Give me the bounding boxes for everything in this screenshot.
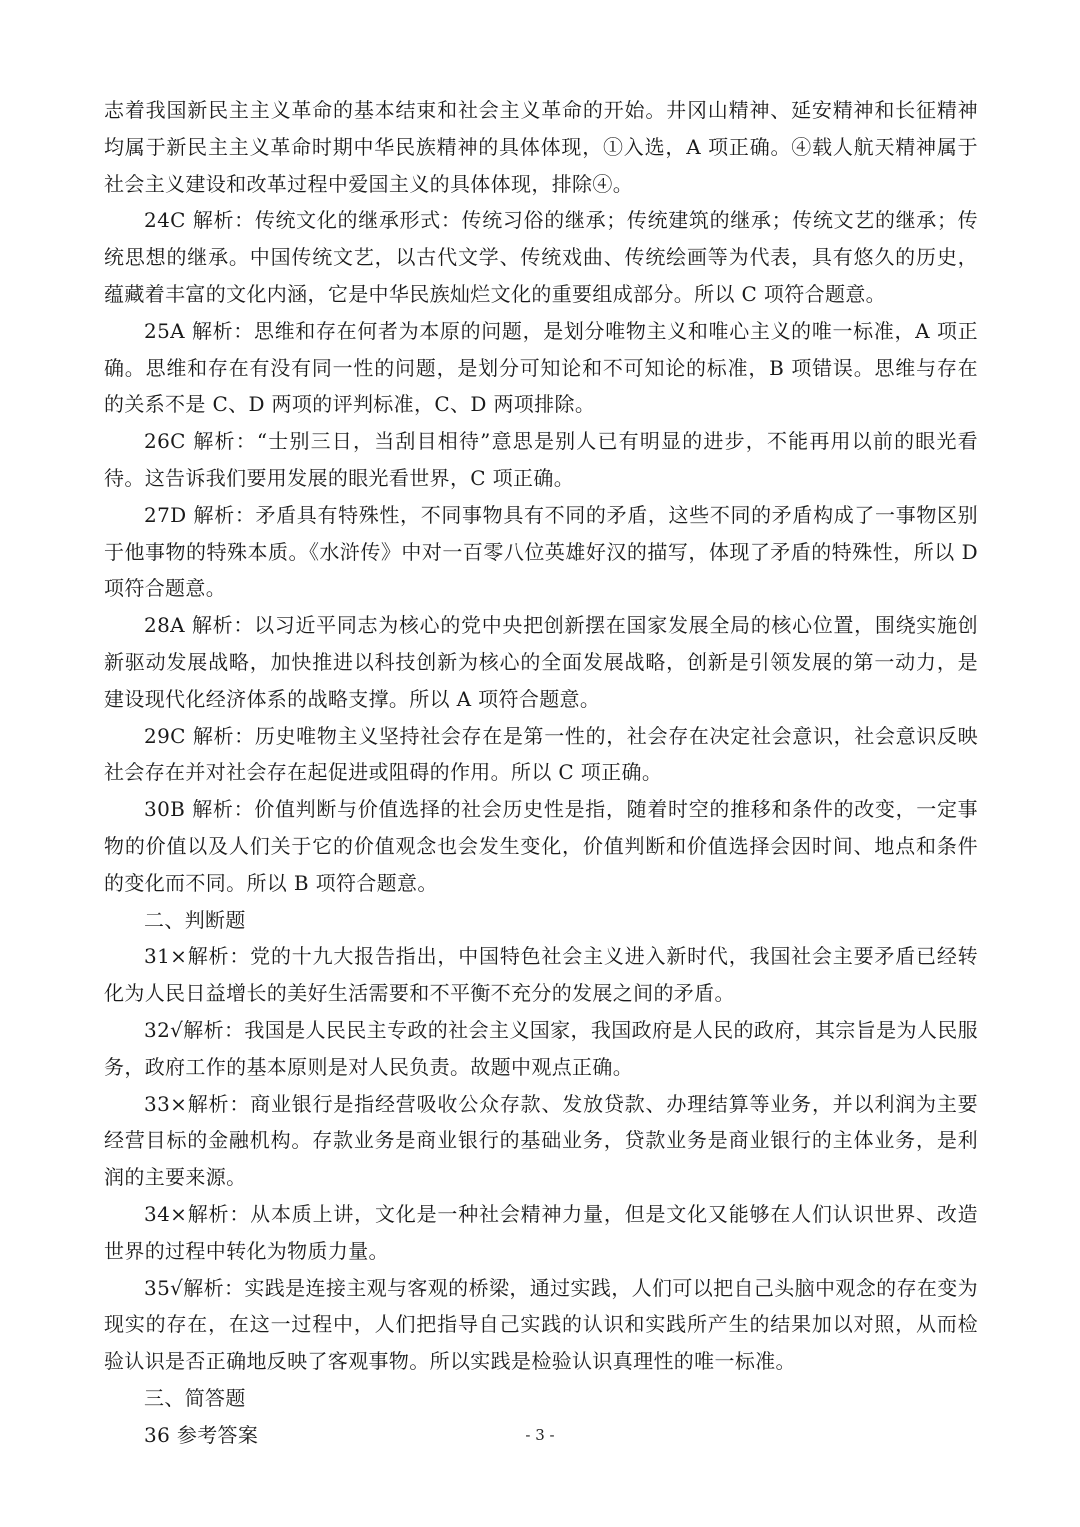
paragraph-answer-35: 35√解析：实践是连接主观与客观的桥梁，通过实践，人们可以把自己头脑中观念的存在变为现实的存在，在这一过程中，人们把指导自己实践的认识和实践所产生的结果加以对照，从而检验认识是否正确地反映了客观事物。所以实践是检验认识真理性的唯一标准。 [104,1275,978,1374]
paragraph-answer-25: 25A 解析：思维和存在何者为本原的问题，是划分唯物主义和唯心主义的唯一标准，A 项正确。思维和存在有没有同一性的问题，是划分可知论和不可知论的标准，B 项错误。思维与存在的关系不是 C、D 两项的评判标准，C、D 两项排除。 [104,318,978,417]
paragraph-answer-33: 33×解析：商业银行是指经营吸收公众存款、发放贷款、办理结算等业务，并以利润为主要经营目标的金融机构。存款业务是商业银行的基础业务，贷款业务是商业银行的主体业务，是利润的主要来源。 [104,1091,978,1190]
section-heading-judgment: 二、判断题 [144,907,246,932]
paragraph-answer-32: 32√解析：我国是人民民主专政的社会主义国家，我国政府是人民的政府，其宗旨是为人民服务，政府工作的基本原则是对人民负责。故题中观点正确。 [104,1017,978,1079]
document-body [104,92,978,1453]
paragraph-answer-28: 28A 解析：以习近平同志为核心的党中央把创新摆在国家发展全局的核心位置，围绕实施创新驱动发展战略，加快推进以科技创新为核心的全面发展战略，创新是引领发展的第一动力，是建设现代化经济体系的战略支撑。所以 A 项符合题意。 [104,613,978,711]
paragraph-answer-36: 36 参考答案 [144,1422,259,1447]
paragraph-answer-31: 31×解析：党的十九大报告指出，中国特色社会主义进入新时代，我国社会主要矛盾已经转化为人民日益增长的美好生活需要和不平衡不充分的发展之间的矛盾。 [104,944,978,1006]
section-heading-short-answer: 三、简答题 [144,1385,246,1410]
paragraph-answer-29: 29C 解析：历史唯物主义坚持社会存在是第一性的，社会存在决定社会意识，社会意识反映社会存在并对社会存在起促进或阻碍的作用。所以 C 项正确。 [104,723,978,785]
paragraph-answer-34: 34×解析：从本质上讲，文化是一种社会精神力量，但是文化又能够在人们认识世界、改造世界的过程中转化为物质力量。 [104,1201,978,1263]
paragraph-answer-27: 27D 解析：矛盾具有特殊性，不同事物具有不同的矛盾，这些不同的矛盾构成了一事物区别于他事物的特殊本质。《水浒传》中对一百零八位英雄好汉的描写，体现了矛盾的特殊性，所以 D 项符合题意。 [104,502,978,601]
paragraph-continued-23: 志着我国新民主主义革命的基本结束和社会主义革命的开始。井冈山精神、延安精神和长征精神均属于新民主主义革命时期中华民族精神的具体体现，①入选，A 项正确。④载人航天精神属于社会主义建设和改革过程中爱国主义的具体体现，排除④。 [104,98,978,196]
page-number: - 3 - [525,1426,555,1444]
paragraph-answer-30: 30B 解析：价值判断与价值选择的社会历史性是指，随着时空的推移和条件的改变，一定事物的价值以及人们关于它的价值观念也会发生变化，价值判断和价值选择会因时间、地点和条件的变化而不同。所以 B 项符合题意。 [104,797,978,895]
paragraph-answer-26: 26C 解析：“士别三日，当刮目相待”意思是别人已有明显的进步，不能再用以前的眼光看待。这告诉我们要用发展的眼光看世界，C 项正确。 [104,429,978,490]
paragraph-answer-24: 24C 解析：传统文化的继承形式：传统习俗的继承；传统建筑的继承；传统文艺的继承；传统思想的继承。中国传统文艺，以古代文学、传统戏曲、传统绘画等为代表，具有悠久的历史，蕴藏着丰富的文化内涵，它是中华民族灿烂文化的重要组成部分。所以 C 项符合题意。 [104,208,978,306]
